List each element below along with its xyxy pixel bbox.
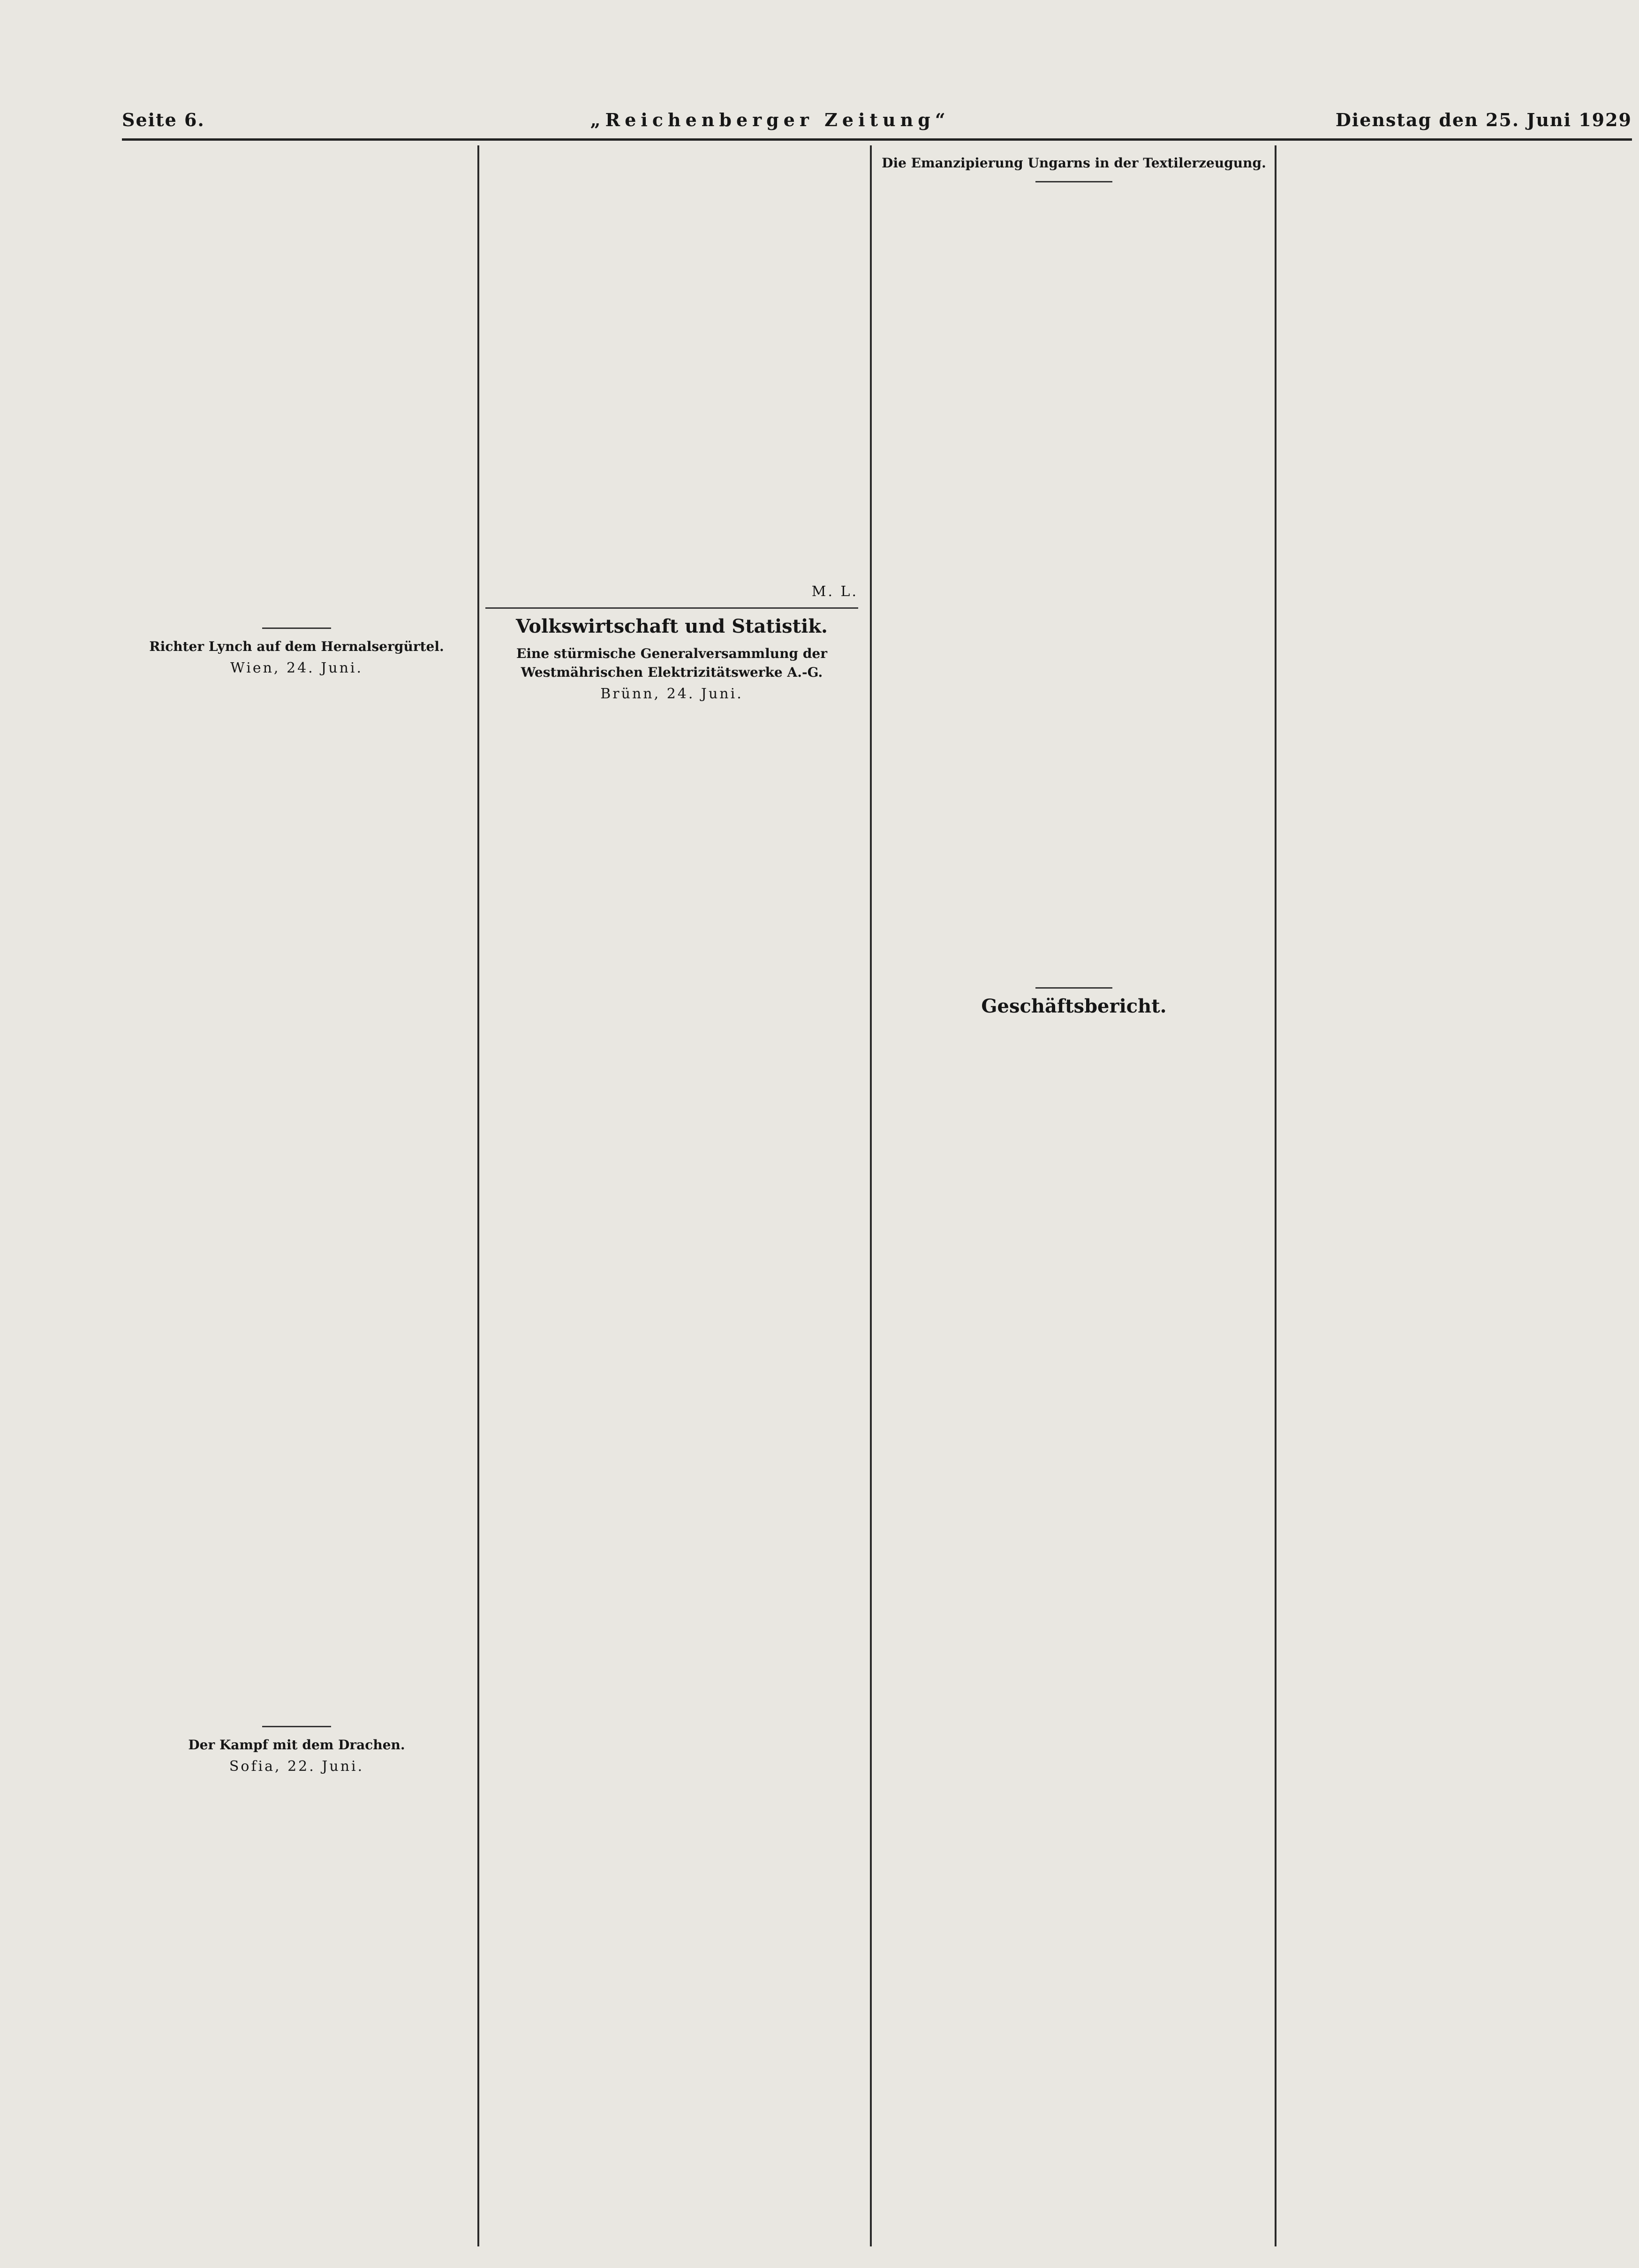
column-1 — [124, 145, 469, 2256]
dateline: Wien, 24. Juni. — [230, 660, 363, 676]
column-4 — [1283, 145, 1639, 2256]
article-body — [882, 1020, 1266, 2178]
article-body — [485, 145, 858, 582]
article-body — [124, 145, 469, 619]
newspaper-title: „Reichenberger Zeitung“ — [590, 109, 950, 130]
dateline: Brünn, 24. Juni. — [600, 686, 743, 702]
column-rule — [870, 145, 872, 2246]
article-headline: Eine stürmische Generalversammlung der Westmährischen Elektrizitätswerke A.-G. — [516, 646, 827, 680]
divider — [262, 627, 331, 629]
issue-date: Dienstag den 25. Juni 1929 — [1335, 109, 1632, 130]
section-heading: Geschäftsbericht. — [981, 995, 1167, 1017]
column-3 — [882, 145, 1266, 2256]
article-body — [882, 191, 1266, 979]
dateline: Sofia, 22. Juni. — [229, 1758, 364, 1775]
section-heading: Volkswirtschaft und Statistik. — [516, 615, 828, 637]
article-body — [124, 681, 469, 1717]
page-number: Seite 6. — [122, 109, 205, 130]
divider — [485, 607, 858, 609]
article-body — [1283, 145, 1639, 2228]
divider — [262, 1726, 331, 1727]
article-body — [485, 707, 858, 2198]
article-headline: Die Emanzipierung Ungarns in der Textilerzeugung. — [882, 155, 1266, 171]
article-body — [124, 1779, 469, 2173]
article-headline: Richter Lynch auf dem Hernalsergürtel. — [149, 639, 444, 654]
article-headline: Der Kampf mit dem Drachen. — [188, 1737, 405, 1753]
column-rule — [1275, 145, 1276, 2246]
column-rule — [477, 145, 479, 2246]
signature: M. L. — [811, 583, 858, 600]
page-header — [122, 101, 1632, 141]
divider — [1035, 987, 1112, 989]
column-2 — [485, 145, 858, 2256]
divider — [1035, 181, 1112, 182]
